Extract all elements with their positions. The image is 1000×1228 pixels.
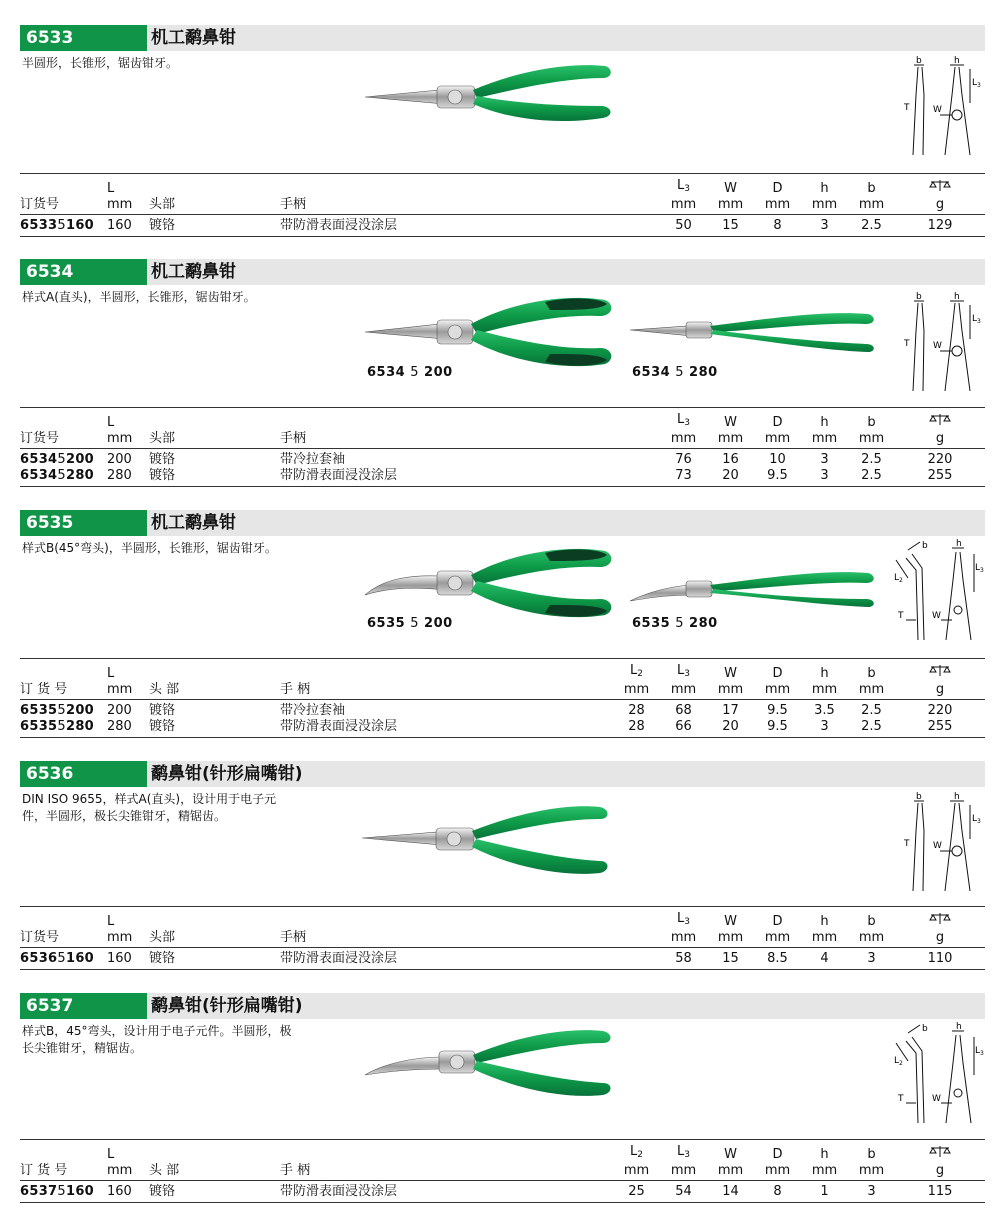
- section-header: [20, 510, 985, 536]
- svg-text:L3: $L_3$: [972, 314, 981, 325]
- pliers-image: [365, 1025, 615, 1105]
- svg-text:L3: $L_3$: [975, 1046, 984, 1057]
- section-header: [20, 993, 985, 1019]
- spec-table: L $L_3$ W D h b 订货号 mm 头部 手柄 mm mm mm mm mm g 65335160 160 镀铬 带防滑表面浸没涂层 50 15 8 3 2.5 129: [20, 173, 985, 237]
- diagram-label-w: W: [932, 1094, 941, 1104]
- section-title: 鹬鼻钳(针形扁嘴钳): [151, 996, 303, 1016]
- diagram-label-b: b: [916, 56, 922, 66]
- pliers-image: [365, 60, 615, 130]
- diagram-label-h: h: [954, 792, 960, 802]
- diagram-label-h: h: [954, 56, 960, 66]
- pliers-image-200: [365, 543, 615, 623]
- section-description: DIN ISO 9655，样式A(直头)，设计用于电子元件，半圆形，极长尖锥钳牙，精锯齿。: [22, 792, 277, 823]
- spec-table: L $L_3$ W D h b 订货号 mm 头部 手柄 mm mm mm mm mm g 65345200 200 镀铬 带冷拉套袖 76 16 10 3 2.5 220 65345280 280 镀铬 带防滑表面浸没涂层 73 20 9.5 3 2.5 255: [20, 407, 985, 487]
- pliers-image-280: [630, 304, 880, 364]
- section-description: 样式A(直头)，半圆形，长锥形，锯齿钳牙。: [22, 290, 256, 304]
- diagram-label-t: T: [898, 611, 904, 621]
- section-description: 半圆形，长锥形，锯齿钳牙。: [22, 56, 179, 70]
- diagram-label-t: T: [904, 839, 910, 849]
- section-description: 样式B，45°弯头，设计用于电子元件。半圆形，极长尖锥钳牙，精锯齿。: [22, 1024, 292, 1055]
- tool-label: 6535 5 280: [632, 616, 718, 631]
- section-header: [20, 761, 985, 787]
- diagram-label-b: b: [922, 1024, 928, 1034]
- diagram-label-b: b: [916, 792, 922, 802]
- table-row: 65345200 200 镀铬 带冷拉套袖 76 16 10 3 2.5 220: [20, 452, 953, 467]
- pliers-image-280: [630, 565, 880, 615]
- spec-table: L $L_2$ $L_3$ W D h b 订 货 号 mm 头 部 手 柄 mm mm mm mm mm mm g 65355200 200 镀铬 带冷拉套袖 28 68 17 9.5 3.5 2.5 220 65355280 280 镀铬 带防滑表面浸没涂层 28 66 20 9.5 3 2.5 255: [20, 658, 985, 738]
- diagram-label-w: W: [933, 341, 942, 351]
- col-order: 订货号: [20, 197, 107, 215]
- table-row: 65345280 280 镀铬 带防滑表面浸没涂层 73 20 9.5 3 2.5 255: [20, 468, 985, 487]
- table-row: 65365160 160 镀铬 带防滑表面浸没涂层 58 15 8.5 4 3 110: [20, 948, 985, 970]
- spec-table: L $L_2$ $L_3$ W D h b 订 货 号 mm 头 部 手 柄 mm mm mm mm mm mm g 65375160 160 镀铬 带防滑表面浸没涂层 25 54 14 8 1 3 115: [20, 1139, 985, 1203]
- section-header: [20, 25, 985, 51]
- diagram-label-h: h: [954, 292, 960, 302]
- dimension-diagram: [886, 539, 984, 652]
- dimension-diagram: [886, 1022, 984, 1135]
- pliers-image-200: [365, 292, 615, 372]
- spec-table: L $L_3$ W D h b 订货号 mm 头部 手柄 mm mm mm mm mm g 65365160 160 镀铬 带防滑表面浸没涂层 58 15 8.5 4 3 110: [20, 906, 985, 970]
- section-title: 机工鹬鼻钳: [151, 28, 236, 48]
- balance-scale-icon: [929, 913, 951, 925]
- dimension-diagram: [900, 791, 980, 901]
- table-row: 65375160 160 镀铬 带防滑表面浸没涂层 25 54 14 8 1 3 115: [20, 1181, 985, 1203]
- section-description: 样式B(45°弯头)，半圆形，长锥形，锯齿钳牙。: [22, 541, 277, 555]
- section-6534: [20, 259, 985, 489]
- section-code: 6536: [20, 761, 147, 787]
- svg-text:L2: $L_2$: [894, 1056, 903, 1067]
- tool-label: 6535 5 200: [367, 616, 453, 631]
- table-row: 65335160 160 镀铬 带防滑表面浸没涂层 50 15 8 3 2.5 129: [20, 215, 985, 237]
- dimension-diagram: [900, 55, 980, 165]
- section-6533: [20, 25, 985, 235]
- section-code: 6535: [20, 510, 147, 536]
- dimension-diagram: [900, 291, 980, 401]
- pliers-image: [362, 801, 612, 881]
- diagram-label-w: W: [933, 841, 942, 851]
- section-6537: [20, 993, 985, 1208]
- section-title: 机工鹬鼻钳: [151, 262, 236, 282]
- section-code: 6533: [20, 25, 147, 51]
- diagram-label-b: b: [922, 541, 928, 551]
- section-6536: [20, 761, 985, 971]
- section-code: 6534: [20, 259, 147, 285]
- col-l: L: [107, 174, 149, 198]
- svg-text:L3: $L_3$: [972, 78, 981, 89]
- table-row: 65355280 280 镀铬 带防滑表面浸没涂层 28 66 20 9.5 3 2.5 255: [20, 719, 985, 738]
- balance-scale-icon: [929, 414, 951, 426]
- tool-label: 6534 5 280: [632, 365, 718, 380]
- diagram-label-w: W: [932, 611, 941, 621]
- balance-scale-icon: [929, 1146, 951, 1158]
- balance-scale-icon: [929, 665, 951, 677]
- section-title: 鹬鼻钳(针形扁嘴钳): [151, 764, 303, 784]
- diagram-label-b: b: [916, 292, 922, 302]
- svg-text:L3: $L_3$: [975, 563, 984, 574]
- tool-label: 6534 5 200: [367, 365, 453, 380]
- diagram-label-h: h: [956, 539, 962, 549]
- diagram-label-h: h: [956, 1022, 962, 1032]
- diagram-label-w: W: [933, 105, 942, 115]
- diagram-label-t: T: [904, 103, 910, 113]
- svg-text:L3: $L_3$: [972, 814, 981, 825]
- section-6535: [20, 510, 985, 740]
- table-row: 65355200 200 镀铬 带冷拉套袖 28 68 17 9.5 3.5 2.5 220: [20, 703, 953, 718]
- diagram-label-t: T: [898, 1094, 904, 1104]
- balance-scale-icon: [929, 180, 951, 192]
- section-title: 机工鹬鼻钳: [151, 513, 236, 533]
- section-code: 6537: [20, 993, 147, 1019]
- diagram-label-t: T: [904, 339, 910, 349]
- section-header: [20, 259, 985, 285]
- svg-text:L2: $L_2$: [894, 573, 903, 584]
